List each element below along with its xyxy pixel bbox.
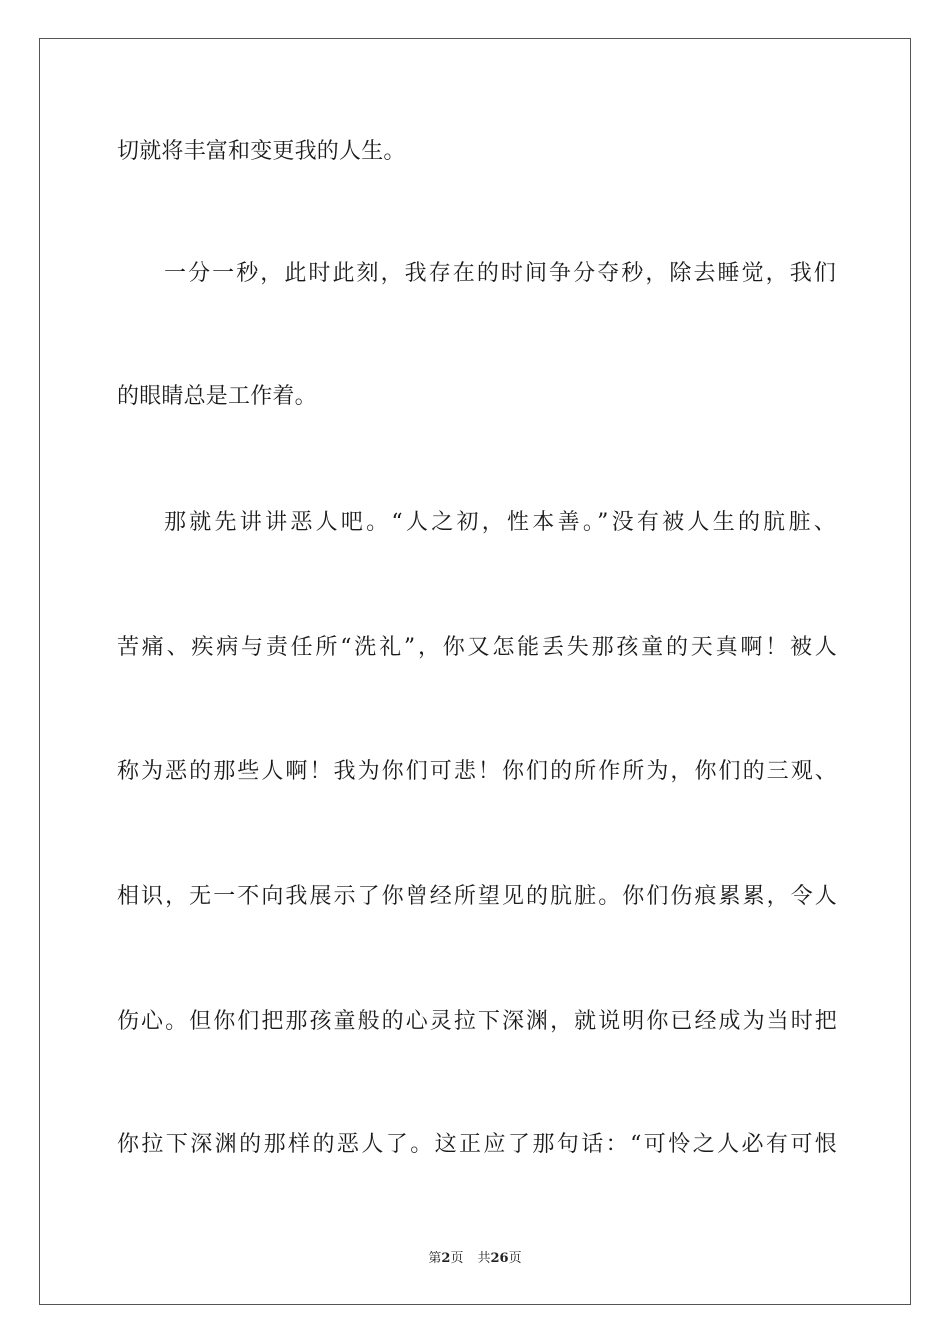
- text-line-9: 你拉下深渊的那样的恶人了。这正应了那句话：“可怜之人必有可恨: [117, 1132, 837, 1157]
- page-prefix: 第: [428, 1251, 442, 1266]
- page-footer: [0, 1247, 950, 1266]
- text-line-5: 苦痛、疾病与责任所“洗礼”，你又怎能丢失那孩童的天真啊！被人: [117, 635, 837, 660]
- text-line-2: 一分一秒，此时此刻，我存在的时间争分夺秒，除去睡觉，我们: [164, 261, 836, 286]
- text-line-7: 相识，无一不向我展示了你曾经所望见的肮脏。你们伤痕累累，令人: [117, 884, 837, 909]
- text-line-1: 切就将丰富和变更我的人生。: [117, 139, 406, 164]
- page-border: [39, 38, 911, 1305]
- text-line-6: 称为恶的那些人啊！我为你们可悲！你们的所作所为，你们的三观、: [117, 759, 837, 784]
- text-line-3: 的眼睛总是工作着。: [117, 384, 317, 409]
- total-prefix: 共: [477, 1251, 491, 1266]
- page-number: 2: [441, 1251, 451, 1266]
- total-suffix: 页: [508, 1251, 522, 1266]
- total-pages: 26: [490, 1251, 509, 1266]
- text-line-8: 伤心。但你们把那孩童般的心灵拉下深渊，就说明你已经成为当时把: [117, 1009, 837, 1034]
- page-suffix: 页: [450, 1251, 464, 1266]
- text-line-4: 那就先讲讲恶人吧。“人之初，性本善。”没有被人生的肮脏、: [164, 510, 836, 535]
